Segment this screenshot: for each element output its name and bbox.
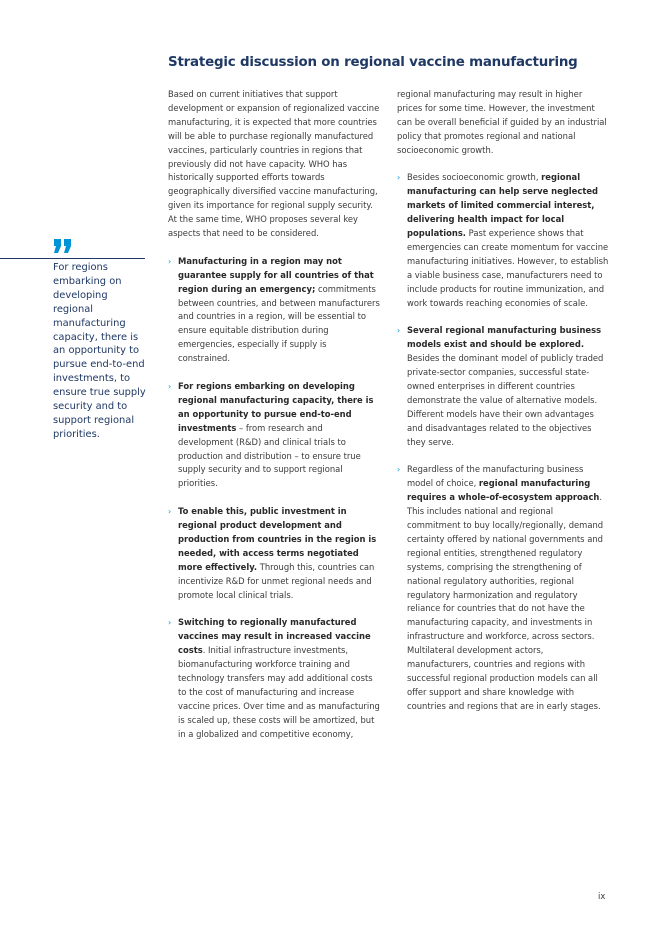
list-item <box>168 255 380 366</box>
list-item <box>168 380 380 491</box>
bullet-text: Past experience shows that emergencies can create momentum for vaccine manufacturing initiatives. However, to establish a viable business case, manufacturers need to include products for routine immunization, and work towards reaching economies of scale. <box>407 228 609 308</box>
bullet-text: commitments between countries, and between manufacturers and countries in a region, will be essential to ensure equitable distribution during emergencies, especially if supply is constrained. <box>178 283 380 364</box>
bullet-icon: › <box>397 173 401 183</box>
bullet-bold-text: For regions embarking on developing regional manufacturing capacity, there is an opportunity to pursue end-to-end investments <box>178 381 374 433</box>
bullet-bold-text: Manufacturing in a region may not guarantee supply for all countries of that region during an emergency; <box>178 255 374 294</box>
quote-mark-icon <box>53 236 73 254</box>
list-item <box>168 505 380 602</box>
pull-quote-text: For regions embarking on developing regional manufacturing capacity, there is an opportunity to pursue end-to-end investments, to ensure true supply security and to support regional priorities. <box>53 262 146 440</box>
bullet-bold-text: Switching to regionally manufactured vaccines may result in increased vaccine costs <box>178 617 371 656</box>
bullet-lead-text: Regardless of the manufacturing business model of choice, <box>407 464 584 489</box>
bullet-icon: › <box>397 465 401 475</box>
bullet-text: Through this, countries can incentivize R&D for unmet regional needs and promote local clinical trials. <box>178 561 375 600</box>
list-item <box>397 463 609 713</box>
bullet-icon: › <box>397 326 401 336</box>
bullet-bold-text: Several regional manufacturing business models exist and should be explored. <box>407 325 602 350</box>
bullet-text: – from research and development (R&D) and clinical trials to production and distribution – to ensure true supply security and to support regional priorities. <box>178 422 361 489</box>
bullet-icon: › <box>168 618 172 628</box>
bullet-text: . This includes national and regional commitment to buy locally/regionally, demand certainty offered by national governments and regional entities, strengthened regulatory systems, comprising the strengthening of national regulatory authorities, regional regulatory harmonization and regulatory reliance for countries that do not have the manufacturing capacity, and investments in infrastructure and workforce, across sectors. Multilateral development actors, manufacturers, countries and regions with successful regional production models can all offer support and share knowledge with countries and regions that are in early stages. <box>407 492 604 711</box>
bullet-icon: › <box>168 256 172 266</box>
right-bullet-list <box>397 171 609 713</box>
intro-paragraph: Based on current initiatives that support development or expansion of regionalized vaccine manufacturing, it is expected that more countries will be able to purchase regionally manufactured vaccines, particularly countries in regions that previously did not have capacity. WHO has historically supported efforts towards geographically diversified vaccine manufacturing, given its importance for regional supply security. At the same time, WHO proposes several key aspects that need to be considered. <box>168 89 380 239</box>
left-column <box>168 88 380 755</box>
bullet-lead-text: Besides socioeconomic growth, <box>407 172 542 183</box>
right-column <box>397 88 609 728</box>
bullet-icon: › <box>168 382 172 391</box>
list-item <box>168 616 380 741</box>
list-item <box>397 324 609 449</box>
continuation-paragraph: regional manufacturing may result in higher prices for some time. However, the investment can be overall beneficial if guided by an industrial policy that promotes regional and national socioeconomic growth. <box>397 89 607 155</box>
page-number: ix <box>598 891 606 901</box>
bullet-bold-text: regional manufacturing requires a whole-of-ecosystem approach <box>407 478 600 503</box>
bullet-text: . Initial infrastructure investments, biomanufacturing workforce training and technology transfers may add additional costs to the cost of manufacturing and increase vaccine prices. Over time and as manufacturing is scaled up, these costs will be amortized, but in a globalized and competitive economy, <box>178 645 380 739</box>
bullet-icon: › <box>168 507 172 517</box>
list-item <box>397 171 609 310</box>
bullet-bold-text: regional manufacturing can help serve neglected markets of limited commercial interest, delivering health impact for local populations. <box>407 172 599 239</box>
page-title: Strategic discussion on regional vaccine manufacturing <box>168 55 578 70</box>
bullet-bold-text: To enable this, public investment in regional product development and production from countries in the region is needed, with access terms negotiated more effectively. <box>178 506 377 572</box>
left-bullet-list <box>168 255 380 742</box>
bullet-text: Besides the dominant model of publicly traded private-sector companies, successful state-owned enterprises in different countries demonstrate the value of alternative models. Different models have their own advantages and disadvantages related to the objectives they serve. <box>407 353 604 447</box>
quote-divider <box>0 258 145 259</box>
